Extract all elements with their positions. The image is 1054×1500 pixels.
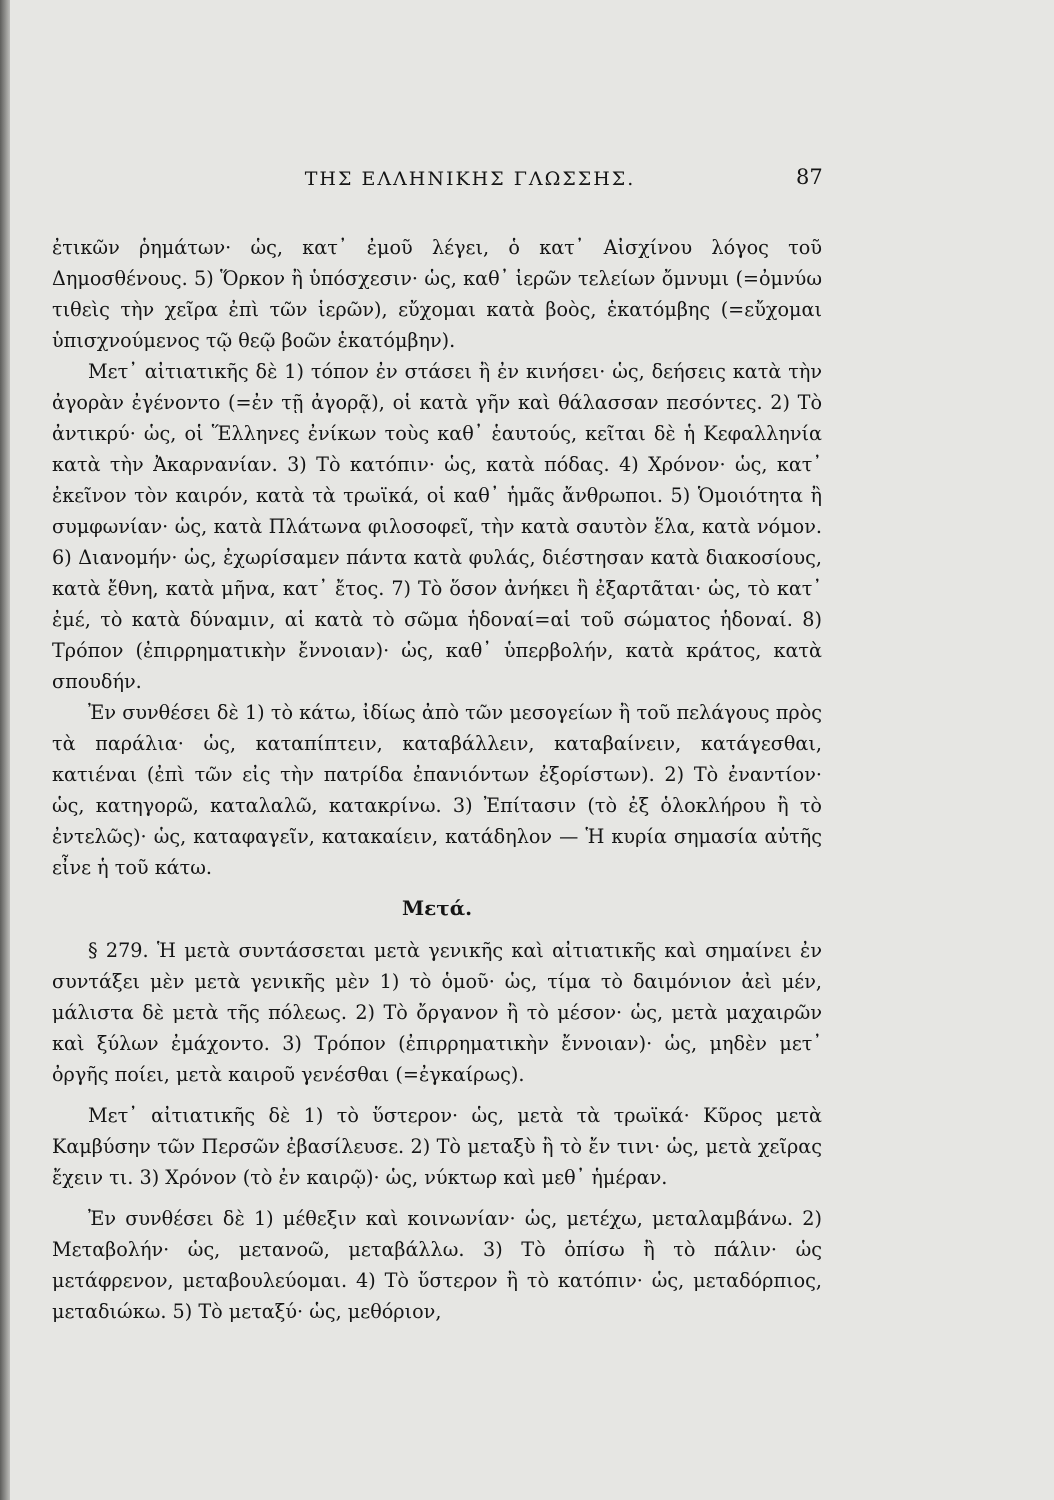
kata-accusative-paragraph: Μετ᾽ αἰτιατικῆς δὲ 1) τόπον ἐν στάσει ἢ ἐν κινήσει· ὡς, δεήσεις κατὰ τὴν ἀγορὰν ἐγένοντο (=ἐν τῇ ἀγορᾷ), οἱ κατὰ γῆν καὶ θάλασσαν πεσόντες. 2) Τὸ ἀντικρύ· ὡς, οἱ Ἕλληνες ἐνίκων τοὺς καθ᾽ ἑαυτούς, κεῖται δὲ ἡ Κεφαλληνία κατὰ τὴν Ἀκαρνανίαν. 3) Τὸ κατόπιν· ὡς, κατὰ πόδας. 4) Χρόνον· ὡς, κατ᾽ ἐκεῖνον τὸν καιρόν, κατὰ τὰ τρωϊκά, οἱ καθ᾽ ἡμᾶς ἄνθρωποι. 5) Ὁμοιότητα ἢ συμφωνίαν· ὡς, κατὰ Πλάτωνα φιλοσοφεῖ, τὴν κατὰ σαυτὸν ἕλα, κατὰ νόμον. 6) Διανομήν· ὡς, ἐχωρίσαμεν πάντα κατὰ φυλάς, διέστησαν κατὰ διακοσίους, κατὰ ἔθνη, κατὰ μῆνα, κατ᾽ ἔτος. 7) Τὸ ὅσον ἀνήκει ἢ ἐξαρτᾶται· ὡς, τὸ κατ᾽ ἐμέ, τὸ κατὰ δύναμιν, αἱ κατὰ τὸ σῶμα ἡδοναί=αἱ τοῦ σώματος ἡδοναί. 8) Τρόπον (ἐπιρρηματικὴν ἔννοιαν)· ὡς, καθ᾽ ὑπερβολήν, κατὰ κράτος, κατὰ σπουδήν. [52, 360, 822, 693]
paragraph-gap [52, 1193, 822, 1203]
meta-accusative-paragraph: Μετ᾽ αἰτιατικῆς δὲ 1) τὸ ὕστερον· ὡς, μετὰ τὰ τρωϊκά· Κῦρος μετὰ Καμβύσην τῶν Περσῶν ἐβασίλευσε. 2) Τὸ μεταξὺ ἢ τὸ ἔν τινι· ὡς, μετὰ χεῖρας ἔχειν τι. 3) Χρόνον (τὸ ἐν καιρῷ)· ὡς, νύκτωρ καὶ μεθ᾽ ἡμέραν. [52, 1104, 822, 1189]
meta-genitive-paragraph: § 279. Ἡ μετὰ συντάσσεται μετὰ γενικῆς καὶ αἰτιατικῆς καὶ σημαίνει ἐν συντάξει μὲν μετὰ γενικῆς μὲν 1) τὸ ὁμοῦ· ὡς, τίμα τὸ δαιμόνιον ἀεὶ μέν, μάλιστα δὲ μετὰ τῆς πόλεως. 2) Τὸ ὄργανον ἢ τὸ μέσον· ὡς, μετὰ μαχαιρῶν καὶ ξύλων ἐμάχοντο. 3) Τρόπον (ἐπιρρηματικὴν ἔννοιαν)· ὡς, μηδὲν μετ᾽ ὀργῆς ποίει, μετὰ καιροῦ γενέσθαι (=ἐγκαίρως). [52, 939, 822, 1086]
body-text [52, 232, 822, 1327]
section-heading-meta: Μετά. [401, 896, 473, 920]
kata-compounds-paragraph: Ἐν συνθέσει δὲ 1) τὸ κάτω, ἰδίως ἀπὸ τῶν μεσογείων ἢ τοῦ πελάγους πρὸς τὰ παράλια· ὡς, καταπίπτειν, καταβάλλειν, καταβαίνειν, κατάγεσθαι, κατιέναι (ἐπὶ τῶν εἰς τὴν πατρίδα ἐπανιόντων ἐξορίστων). 2) Τὸ ἐναντίον· ὡς, κατηγορῶ, καταλαλῶ, κατακρίνω. 3) Ἐπίτασιν (τὸ ἐξ ὁλοκλήρου ἢ τὸ ἐντελῶς)· ὡς, καταφαγεῖν, κατακαίειν, κατάδηλον — Ἡ κυρία σημασία αὐτῆς εἶνε ἡ τοῦ κάτω. [52, 701, 822, 879]
meta-compounds-paragraph: Ἐν συνθέσει δὲ 1) μέθεξιν καὶ κοινωνίαν· ὡς, μετέχω, μεταλαμβάνω. 2) Μεταβολήν· ὡς, μετανοῶ, μεταβάλλω. 3) Τὸ ὀπίσω ἢ τὸ πάλιν· ὡς μετάφρενον, μεταβουλεύομαι. 4) Τὸ ὕστερον ἢ τὸ κατόπιν· ὡς, μεταδόρπιος, μεταδιώκω. 5) Τὸ μεταξύ· ὡς, μεθόριον, [52, 1207, 822, 1323]
page-number: 87 [796, 165, 823, 189]
running-head: ΤΗΣ ΕΛΛΗΝΙΚΗΣ ΓΛΩΣΣΗΣ. [304, 168, 636, 190]
paragraph-gap [52, 1090, 822, 1100]
page-binding-edge [0, 0, 10, 1500]
kata-continuation-paragraph: ἐτικῶν ῥημάτων· ὡς, κατ᾽ ἐμοῦ λέγει, ὁ κατ᾽ Αἰσχίνου λόγος τοῦ Δημοσθένους. 5) Ὅρκον ἢ ὑπόσχεσιν· ὡς, καθ᾽ ἱερῶν τελείων ὄμνυμι (=ὀμνύω τιθεὶς τὴν χεῖρα ἐπὶ τῶν ἱερῶν), εὔχομαι κατὰ βοὸς, ἑκατόμβης (=εὔχομαι ὑπισχνούμενος τῷ θεῷ βοῶν ἑκατόμβην). [52, 236, 822, 352]
